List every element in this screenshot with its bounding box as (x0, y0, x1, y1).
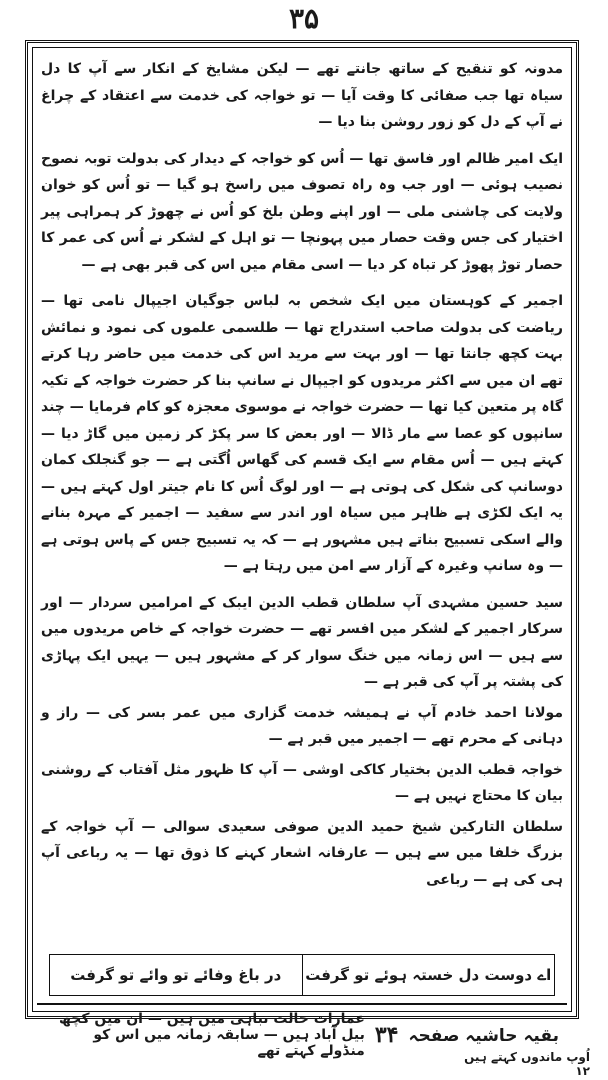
paragraph-5: مولانا احمد خادم آپ نے ہمیشہ خدمت گزاری میں عمر بسر کی — راز و دہانی کے محرم تھے — اجمیر میں قبر ہے — (41, 704, 563, 747)
bottom-note: اُوپ ماندوں کہتے ہیں ۱۲ (464, 1050, 590, 1078)
footnote-text: عمارات حالت تباہی میں ہیں — ان میں کچھ بیل آباد ہیں — سابقہ زمانہ میں اس کو منڈولے کہتے تھے (58, 1011, 365, 1059)
paragraph-7: سلطان التارکین شیخ حمید الدین صوفی سعیدی سوالی — آپ خواجہ کے بزرگ خلفا میں سے ہیں — عارفانہ اشعار کہنے کا ذوق تھا — یہ رباعی آپ ہی کی ہے — رباعی (41, 818, 563, 888)
page-number: ۳۵ (288, 2, 320, 35)
paragraph-4: سید حسین مشہدی آپ سلطان قطب الدین ایبک کے امرامیں سردار — اور سرکار اجمیر کے لشکر میں افسر تھے — حضرت خواجہ کے خاص مریدوں میں سے ہیں — اس زمانہ میں خنگ سوار کر کے مشہور ہیں — یہیں ایک پہاڑی کی پشتہ پر آپ کی قبر ہے — (41, 594, 563, 690)
verse-right: اے دوست دل خستہ ہوئے تو گرفت (305, 966, 552, 984)
paragraph-3: اجمیر کے کوہستان میں ایک شخص بہ لباس جوگیان اجیپال نامی تھا — ریاضت کی بدولت صاحب استدراج تھا — طلسمی علموں کی نمود و نمائش بہت کچھ جانتا تھا — اور بہت سے مرید اس کی خدمت میں حاضر رہا کرتے تھے ان میں سے اکثر مریدوں کو اجیپال نے سانپ بنا کر حضرت خواجہ کے تکیہ گاہ پر متعین کیا تھا — حضرت خواجہ نے موسوی معجزہ کو کام فرمایا — چند سانپوں کو عصا سے مار ڈالا — اور بعض کا سر پکڑ کر زمین میں گاڑ دیا — کہتے ہیں — اُس مقام سے ایک قسم کی گھاس اُگتی ہے — جو گنجلک کمان دوسانپ کی شکل کی ہوتی ہے — اور لوگ اُس کا نام جیتر اول کہتے ہیں — یہ ایک لکڑی ہے ظاہر میں سیاہ اور اندر سے سفید — اجمیر کے مہرہ بنانے والے اسکی تسبیح بناتے ہیں مشہور ہے — کہ یہ تسبیح جس کے پاس ہوتی ہے — وہ سانپ وغیرہ کے آزار سے امن میں رہتا ہے — (41, 293, 563, 574)
page-inner-border (32, 47, 572, 1059)
body-text (41, 56, 563, 897)
footnote-title: بقیہ حاشیہ صفحہ (408, 1025, 559, 1046)
verse-box (49, 954, 555, 996)
paragraph-2: ایک امیر ظالم اور فاسق تھا — اُس کو خواجہ کے دیدار کی بدولت توبہ نصوح نصیب ہوئی — اور جب وہ راہ تصوف میں راسخ ہو گیا — تو اُس کو خوان ولایت کی چاشنی ملی — اور اپنے وطن بلخ کو اُس نے چھوڑ کر ہمراہی پیر اختیار کی جس وقت حصار میں پہونچا — تو اہل کے لشکر نے اُس کی عمر کا حصار توڑ پھوڑ کر تباہ کر دیا — اسی مقام میں اس کی قبر بھی ہے — (41, 150, 563, 273)
page-frame (25, 40, 579, 1059)
verse-left: در باغ وفائے تو وائے تو گرفت (50, 955, 303, 995)
paragraph-6: خواجہ قطب الدین بختیار کاکی اوشی — آپ کا ظہور مثل آفتاب کے روشنی بیان کا محتاج نہیں ہے — (41, 761, 563, 804)
paragraph-1: مدونہ کو تنقیح کے ساتھ جانتے تھے — لیکن مشایخ کے انکار سے آپ کا دل سیاہ تھا جب صفائی کا وقت آیا — تو خواجہ کی خدمت سے اعتقاد کے چراغ نے آپ کے دل کو زور روشن بنا دیا — (41, 61, 563, 130)
footnote-page-ref: ۳۴ (374, 1022, 399, 1048)
